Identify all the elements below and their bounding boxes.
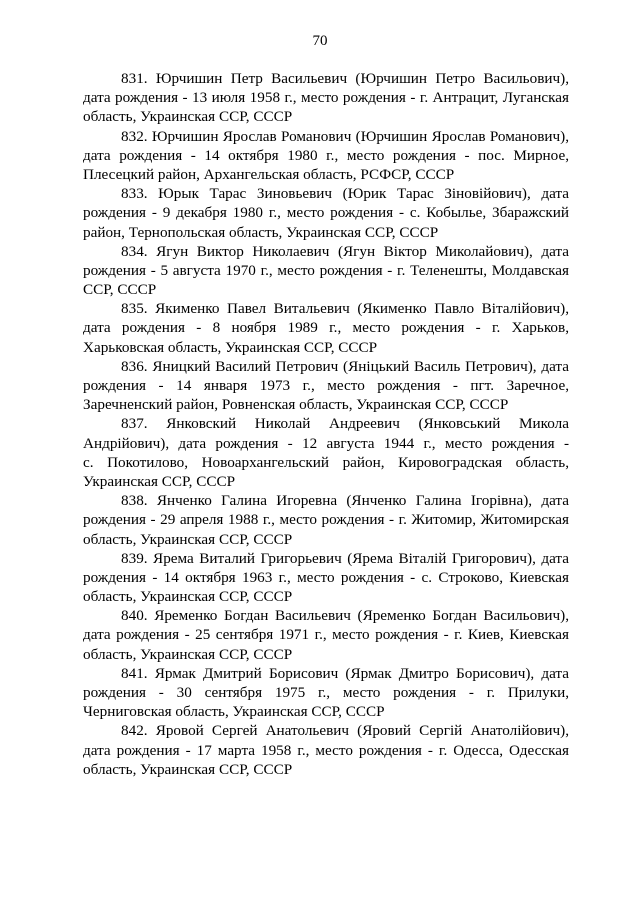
list-item (83, 357, 569, 415)
entry-line: рождения - 5 августа 1970 г., место рождения - г. Теленешты, Молдавская (83, 261, 569, 279)
entry-line: рождения - 9 декабря 1980 г., место рождения - с. Кобылье, Збаражский (83, 204, 569, 222)
list-item (83, 606, 569, 664)
entry-line: область, Украинская ССР, СССР (83, 645, 293, 663)
list-item (83, 414, 569, 491)
entry-line: дата рождения - 13 июля 1958 г., место рождения - г. Антрацит, Луганская (83, 89, 569, 107)
entry-line: ССР, СССР (83, 281, 157, 299)
list-item (83, 549, 569, 607)
list-item (83, 184, 569, 242)
entry-line: 842. Яровой Сергей Анатольевич (Яровий Сергій Анатолійович), (121, 722, 569, 740)
entry-line: 831. Юрчишин Петр Васильевич (Юрчишин Петро Васильович), (121, 70, 569, 87)
list-item (83, 491, 569, 549)
entry-line: рождения - 29 апреля 1988 г., место рождения - г. Житомир, Житомирская (83, 511, 569, 529)
entry-line: 834. Ягун Виктор Николаевич (Ягун Віктор Миколайович), дата (121, 242, 569, 260)
entry-line: дата рождения - 14 октября 1980 г., место рождения - пос. Мирное, (83, 146, 569, 164)
entry-line: дата рождения - 25 сентября 1971 г., место рождения - г. Киев, Киевская (83, 626, 569, 644)
entry-line: область, Украинская ССР, СССР (83, 588, 293, 606)
entry-line: область, Украинская ССР, СССР (83, 108, 293, 126)
entry-line: Заречненский район, Ровненская область, Украинская ССР, СССР (83, 396, 509, 414)
entry-line: дата рождения - 17 марта 1958 г., место рождения - г. Одесса, Одесская (83, 741, 569, 759)
entry-line: 835. Якименко Павел Витальевич (Якименко Павло Віталійович), (121, 300, 569, 318)
entry-line: 832. Юрчишин Ярослав Романович (Юрчишин Ярослав Романович), (121, 127, 569, 145)
list-item (83, 664, 569, 722)
page-number: 70 (312, 33, 328, 49)
entry-line: 836. Яницкий Василий Петрович (Яніцький Василь Петрович), дата (121, 357, 569, 375)
list-item (83, 299, 569, 357)
list-item (83, 127, 569, 185)
entry-line: 838. Янченко Галина Игоревна (Янченко Галина Ігорівна), дата (121, 492, 569, 510)
entry-line: Черниговская область, Украинская ССР, СССР (83, 703, 385, 721)
entry-line: рождения - 30 сентября 1975 г., место рождения - г. Прилуки, (83, 684, 569, 701)
entry-line: район, Тернопольская область, Украинская ССР, СССР (83, 223, 439, 241)
entry-line: 833. Юрык Тарас Зиновьевич (Юрик Тарас Зіновійович), дата (121, 185, 569, 203)
entry-line: область, Украинская ССР, СССР (83, 530, 293, 548)
entry-line: рождения - 14 октября 1963 г., место рождения - с. Строково, Киевская (83, 568, 569, 586)
list-item (83, 69, 569, 127)
entry-line: 841. Ярмак Дмитрий Борисович (Ярмак Дмитро Борисович), дата (121, 664, 569, 682)
entry-line: рождения - 14 января 1973 г., место рождения - пгт. Заречное, (83, 377, 569, 394)
entry-line: Украинская ССР, СССР (83, 472, 236, 490)
list-item (83, 721, 569, 779)
entry-line: Харьковская область, Украинская ССР, СССР (83, 338, 378, 356)
entry-line: с. Покотилово, Новоархангельский район, Кировоградская область, (83, 453, 569, 471)
entry-line: Плесецкий район, Архангельская область, РСФСР, СССР (83, 165, 455, 183)
entry-line: дата рождения - 8 ноября 1989 г., место рождения - г. Харьков, (83, 319, 569, 337)
entry-line: Андрійович), дата рождения - 12 августа 1944 г., место рождения - (83, 434, 569, 452)
list-item (83, 242, 569, 300)
entry-list (83, 69, 569, 779)
entry-line: область, Украинская ССР, СССР (83, 760, 293, 778)
entry-line: 837. Янковский Николай Андреевич (Янковський Микола (121, 415, 569, 433)
entry-line: 839. Ярема Виталий Григорьевич (Ярема Віталій Григорович), дата (121, 549, 569, 567)
entry-line: 840. Яременко Богдан Васильевич (Яременко Богдан Васильович), (121, 607, 569, 625)
